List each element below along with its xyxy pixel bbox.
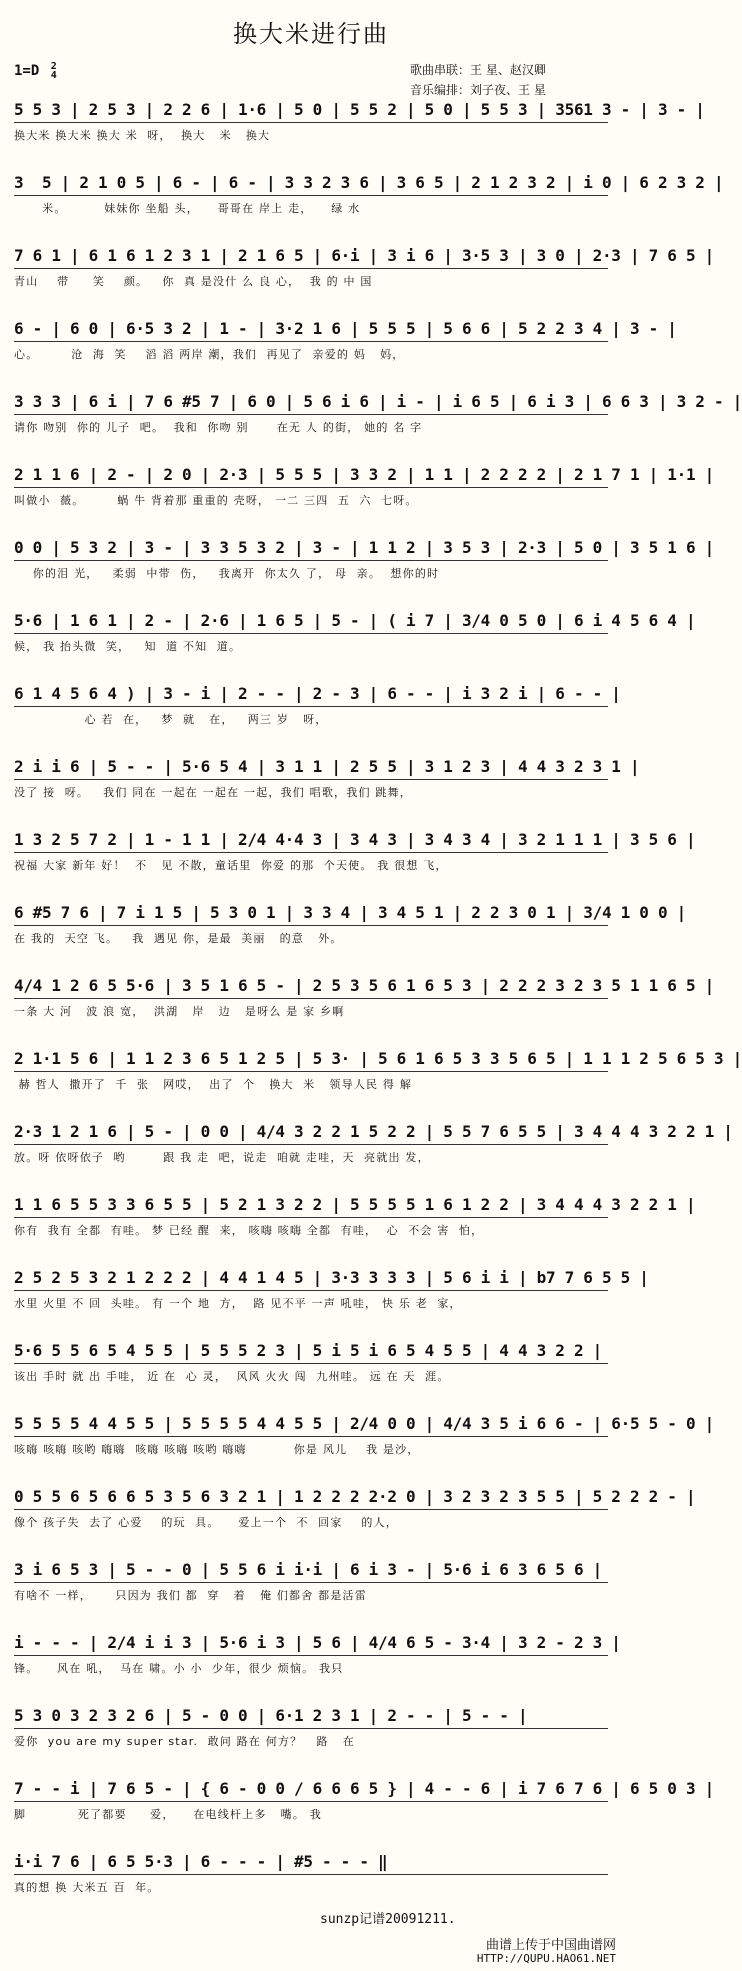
notation-line: 2 1·1 5 6 | 1 1 2 3 6 5 1 2 5 | 5 3· | 5 6 1 6 5 3 3 5 6 5 | 1 1 1 2 5 6 5 3 | (14, 1049, 608, 1072)
notation-line: 5·6 | 1 6 1 | 2 - | 2·6 | 1 6 5 | 5 - | ( i 7 | 3/4 0 5 0 | 6 i 4 5 6 4 | (14, 611, 608, 634)
notation-line: i·i 7 6 | 6 5 5·3 | 6 - - - | #5 - - - ‖ (14, 1852, 608, 1875)
score-system (14, 1122, 733, 1165)
score-system (14, 903, 686, 946)
credit-line-lyrics: 歌曲串联：王 星、赵汉卿 (410, 63, 546, 77)
score-system (14, 757, 640, 800)
notation-line: 6 1 4 5 6 4 ) | 3 - i | 2 - - | 2 - 3 | 6 - - | i 3 2 i | 6 - - | (14, 684, 608, 707)
key-signature (14, 62, 57, 80)
score-system (14, 976, 714, 1019)
score-system (14, 246, 714, 289)
watermark-site: 曲谱上传于中国曲谱网 (485, 1938, 616, 1953)
lyrics-line: 你有 我有 全都 有哇。 梦 已经 醒 来， 咳嗨 咳嗨 全都 有哇， 心 不会 害 怕， (14, 1224, 484, 1237)
notation-line: 5 3 0 3 2 3 2 6 | 5 - 0 0 | 6·1 2 3 1 | 2 - - | 5 - - | (14, 1706, 608, 1729)
score-system (14, 830, 696, 873)
lyrics-line: 心。 沧 海 笑 滔 滔 两岸 潮，我们 再见了 亲爱的 妈 妈， (14, 348, 405, 361)
lyrics-line: 你的泪 光， 柔弱 中带 伤， 我离开 你太久 了， 母 亲。 想你的时 (14, 567, 440, 580)
lyrics-line: 心 若 在， 梦 就 在， 两三 岁 呀， (14, 713, 328, 726)
lyrics-line: 青山 带 笑 颜。 你 真 是没什 么 良 心， 我 的 中 国 (14, 275, 373, 288)
score-system (14, 1049, 742, 1092)
lyrics-line: 米。 妹妹你 坐船 头， 哥哥在 岸上 走， 绿 水 (14, 202, 361, 215)
notation-line: 5·6 5 5 6 5 4 5 5 | 5 5 5 2 3 | 5 i 5 i 6 5 4 5 5 | 4 4 3 2 2 | (14, 1341, 608, 1364)
score-system (14, 1195, 696, 1238)
watermark-url: HTTP://QUPU.HAO61.NET (476, 1952, 616, 1965)
credits (410, 60, 546, 100)
notation-line: 3 3 3 | 6 i | 7 6 #5 7 | 6 0 | 5 6 i 6 | i - | i 6 5 | 6 i 3 | 6 6 3 | 3 2 - | (14, 392, 608, 415)
notation-line: 5 5 5 5 4 4 5 5 | 5 5 5 5 4 4 5 5 | 2/4 0 0 | 4/4 3 5 i 6 6 - | 6·5 5 - 0 | (14, 1414, 608, 1437)
lyrics-line: 咳嗨 咳嗨 咳哟 嗨嗨 咳嗨 咳嗨 咳哟 嗨嗨 你是 风儿 我 是沙， (14, 1443, 420, 1456)
notation-line: 3 i 6 5 3 | 5 - - 0 | 5 5 6 i i·i | 6 i 3 - | 5·6 i 6 3 6 5 6 | (14, 1560, 608, 1583)
notation-line: 3 5 | 2 1 0 5 | 6 - | 6 - | 3 3 2 3 6 | 3 6 5 | 2 1 2 3 2 | i 0 | 6 2 3 2 | (14, 173, 608, 196)
lyrics-line: 候， 我 抬头微 笑， 知 道 不知 道。 (14, 640, 242, 653)
notation-line: i - - - | 2/4 i i 3 | 5·6 i 3 | 5 6 | 4/4 6 5 - 3·4 | 3 2 - 2 3 | (14, 1633, 608, 1656)
notation-line: 7 - - i | 7 6 5 - | { 6 - 0 0 / 6 6 6 5 } | 4 - - 6 | i 7 6 7 6 | 6 5 0 3 | (14, 1779, 608, 1802)
score-system (14, 173, 724, 216)
transcriber-note: sunzp记谱20091211. (320, 1912, 456, 1927)
score-system (14, 1633, 621, 1676)
lyrics-line: 水里 火里 不 回 头哇。 有 一个 地 方， 路 见不平 一声 吼哇， 快 乐 老 家， (14, 1297, 462, 1310)
notation-line: 5 5 3 | 2 5 3 | 2 2 6 | 1·6 | 5 0 | 5 5 2 | 5 0 | 5 5 3 | 3561 3 - | 3 - | (14, 100, 608, 123)
notation-line: 2 i i 6 | 5 - - | 5·6 5 4 | 3 1 1 | 2 5 5 | 3 1 2 3 | 4 4 3 2 3 1 | (14, 757, 608, 780)
lyrics-line: 换大米 换大米 换大 米 呀， 换大 米 换大 (14, 129, 271, 142)
lyrics-line: 真的想 换 大米五 百 年。 (14, 1881, 160, 1894)
score-system (14, 100, 705, 143)
score-system (14, 392, 742, 435)
lyrics-line: 一条 大 河 波 浪 宽， 洪湖 岸 边 是呀么 是 家 乡啊 (14, 1005, 345, 1018)
notation-line: 7 6 1 | 6 1 6 1 2 3 1 | 2 1 6 5 | 6·i | 3 i 6 | 3·5 3 | 3 0 | 2·3 | 7 6 5 | (14, 246, 608, 269)
notation-line: 1 1 6 5 5 3 3 6 5 5 | 5 2 1 3 2 2 | 5 5 5 5 1 6 1 2 2 | 3 4 4 4 3 2 2 1 | (14, 1195, 608, 1218)
notation-line: 6 - | 6 0 | 6·5 3 2 | 1 - | 3·2 1 6 | 5 5 5 | 5 6 6 | 5 2 2 3 4 | 3 - | (14, 319, 608, 342)
lyrics-line: 祝福 大家 新年 好！ 不 见 不散，童话里 你爱 的那 个天使。 我 很想 飞， (14, 859, 448, 872)
score-system (14, 1268, 649, 1311)
score-system (14, 611, 696, 654)
notation-line: 1 3 2 5 7 2 | 1 - 1 1 | 2/4 4·4 3 | 3 4 3 | 3 4 3 4 | 3 2 1 1 1 | 3 5 6 | (14, 830, 608, 853)
time-signature: 2 4 (50, 61, 57, 81)
lyrics-line: 没了 接 呀。 我们 同在 一起在 一起在 一起，我们 唱歌，我们 跳舞， (14, 786, 412, 799)
notation-line: 2 5 2 5 3 2 1 2 2 2 | 4 4 1 4 5 | 3·3 3 3 3 | 5 6 i i | b7 7 6 5 5 | (14, 1268, 608, 1291)
lyrics-line: 脚 死了都要 爱， 在电线杆上多 嘴。 我 (14, 1808, 322, 1821)
lyrics-line: 叫做小 薇。 蜗 牛 背着那 重重的 壳呀， 一二 三四 五 六 七呀。 (14, 494, 418, 507)
notation-line: 6 #5 7 6 | 7 i 1 5 | 5 3 0 1 | 3 3 4 | 3 4 5 1 | 2 2 3 0 1 | 3/4 1 0 0 | (14, 903, 608, 926)
notation-line: 4/4 1 2 6 5 5·6 | 3 5 1 6 5 - | 2 5 3 5 6 1 6 5 3 | 2 2 2 3 2 3 5 1 1 6 5 | (14, 976, 608, 999)
notation-line: 0 0 | 5 3 2 | 3 - | 3 3 5 3 2 | 3 - | 1 1 2 | 3 5 3 | 2·3 | 5 0 | 3 5 1 6 | (14, 538, 608, 561)
credit-line-arrangement: 音乐编排：刘子夜、王 星 (410, 83, 546, 97)
lyrics-line: 放。呀 依呀依子 哟 跟 我 走 吧，说走 咱就 走哇，天 亮就出 发， (14, 1151, 430, 1164)
score-system (14, 684, 621, 727)
score-system (14, 319, 677, 362)
lyrics-line: 有啥不 一样， 只因为 我们 都 穿 着 俺 们都舍 都是活雷 (14, 1589, 367, 1602)
score-system (14, 1414, 714, 1457)
lyrics-line: 像个 孩子失 去了 心爱 的玩 具。 爱上一个 不 回家 的人， (14, 1516, 398, 1529)
score-system (14, 538, 714, 581)
score-system (14, 1560, 608, 1603)
lyrics-line: 请你 吻别 你的 儿子 吧。 我和 你吻 别 在无 人 的街， 她的 名 字 (14, 421, 423, 434)
lyrics-line: 爱你 you are my super star. 敢问 路在 何方？ 路 在 (14, 1735, 355, 1748)
notation-line: 0 5 5 6 5 6 6 5 3 5 6 3 2 1 | 1 2 2 2 2·2 0 | 3 2 3 2 3 5 5 | 5 2 2 2 - | (14, 1487, 608, 1510)
notation-line: 2·3 1 2 1 6 | 5 - | 0 0 | 4/4 3 2 2 1 5 2 2 | 5 5 7 6 5 5 | 3 4 4 4 3 2 2 1 | (14, 1122, 608, 1145)
watermark (477, 1939, 616, 1965)
song-title: 换大米进行曲 (233, 20, 389, 48)
lyrics-line: 锋。 风在 吼， 马在 啸。小 小 少年，很少 烦恼。 我只 (14, 1662, 344, 1675)
score-system (14, 1779, 714, 1822)
score-system (14, 1706, 608, 1749)
lyrics-line: 赫 哲人 撒开了 千 张 网哎， 出了 个 换大 米 领导人民 得 解 (14, 1078, 413, 1091)
score-system (14, 1341, 608, 1384)
score-system (14, 465, 714, 508)
notation-line: 2 1 1 6 | 2 - | 2 0 | 2·3 | 5 5 5 | 3 3 2 | 1 1 | 2 2 2 2 | 2 1 7 1 | 1·1 | (14, 465, 608, 488)
lyrics-line: 在 我的 天空 飞。 我 遇见 你，是最 美丽 的意 外。 (14, 932, 343, 945)
key-label: 1=D (14, 63, 40, 79)
score-system (14, 1487, 696, 1530)
lyrics-line: 该出 手时 就 出 手哇， 近 在 心 灵， 风风 火火 闯 九州哇。 远 在 天 涯。 (14, 1370, 450, 1383)
score-system (14, 1852, 608, 1895)
